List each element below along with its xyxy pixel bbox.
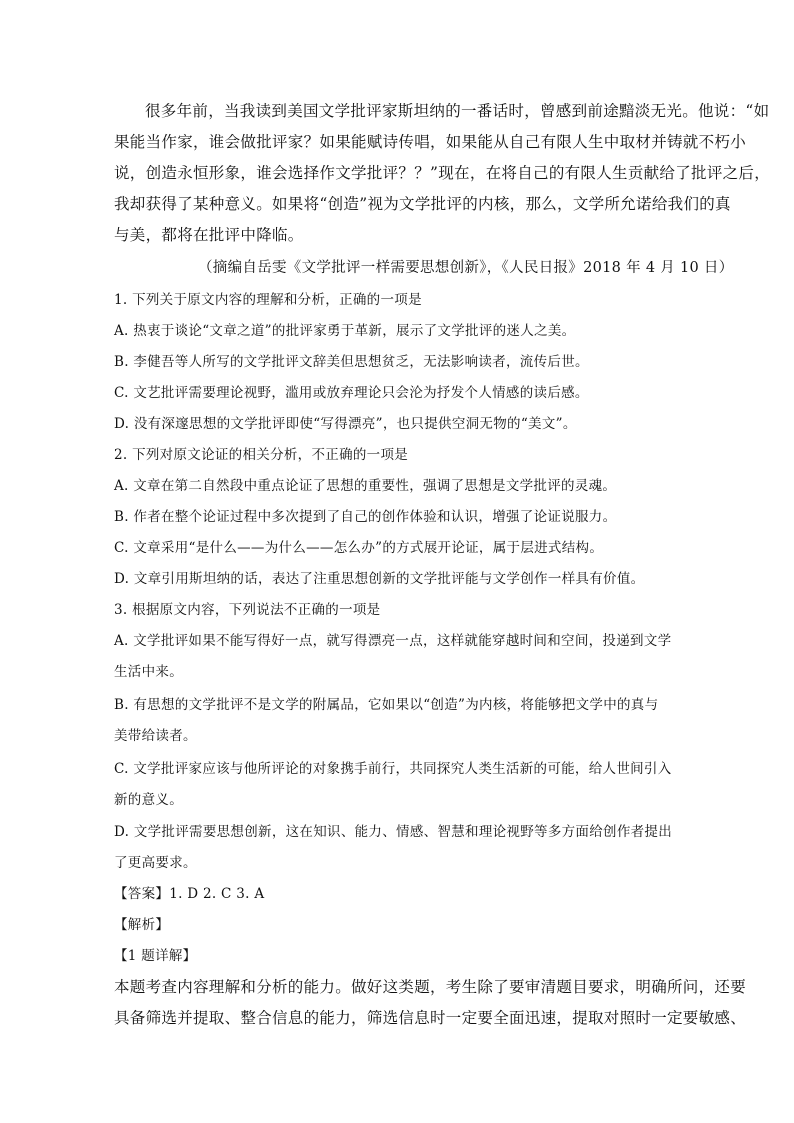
passage-line: 很多年前，当我读到美国文学批评家斯坦纳的一番话时，曾感到前途黯淡无光。他说：“如	[145, 102, 770, 120]
question-option: D. 没有深邃思想的文学批评即使“写得漂亮”，也只提供空洞无物的“美文”。	[114, 416, 577, 432]
passage-source: （摘编自岳雯《文学批评一样需要思想创新》，《人民日报》2018 年 4 月 10 日）	[198, 260, 734, 276]
detail-line: 本题考查内容理解和分析的能力。做好这类题，考生除了要审清题目要求，明确所问，还要	[114, 978, 747, 996]
question-stem: 3. 根据原文内容，下列说法不正确的一项是	[114, 602, 381, 618]
question-option: C. 文章采用“是什么——为什么——怎么办”的方式展开论证，属于层进式结构。	[114, 540, 604, 556]
question-option: C. 文艺批评需要理论视野，滥用或放弃理论只会沦为抒发个人情感的读后感。	[114, 385, 589, 401]
answer-line: 【答案】1. D 2. C 3. A	[114, 886, 265, 902]
question-option-cont: 新的意义。	[114, 792, 183, 808]
question-option: A. 文章在第二自然段中重点论证了思想的重要性，强调了思想是文学批评的灵魂。	[114, 478, 617, 494]
passage-line: 与美，都将在批评中降临。	[114, 226, 304, 244]
question-stem: 1. 下列关于原文内容的理解和分析，正确的一项是	[114, 292, 422, 308]
passage-line: 果能当作家，谁会做批评家？如果能赋诗传唱，如果能从自己有限人生中取材并铸就不朽小	[114, 133, 747, 151]
passage-line: 我却获得了某种意义。如果将“创造”视为文学批评的内核，那么，文学所允诺给我们的真	[114, 195, 731, 213]
question-option: D. 文章引用斯坦纳的话，表达了注重思想创新的文学批评能与文学创作一样具有价值。	[114, 571, 645, 587]
question-option: A. 文学批评如果不能写得好一点，就写得漂亮一点，这样就能穿越时间和空间，投递到文学	[114, 633, 672, 649]
question-option-cont: 生活中来。	[114, 664, 183, 680]
question-option-cont: 了更高要求。	[114, 855, 197, 871]
question-option: B. 李健吾等人所写的文学批评文辞美但思想贫乏，无法影响读者，流传后世。	[114, 354, 589, 370]
detail-label: 【1 题详解】	[114, 948, 197, 964]
question-option: D. 文学批评需要思想创新，这在知识、能力、情感、智慧和理论视野等多方面给创作者提出	[114, 824, 673, 840]
question-option: B. 有思想的文学批评不是文学的附属品，它如果以“创造”为内核，将能够把文学中的真与	[114, 697, 659, 713]
question-stem: 2. 下列对原文论证的相关分析，不正确的一项是	[114, 447, 409, 463]
detail-line: 具备筛选并提取、整合信息的能力，筛选信息时一定要全面迅速，提取对照时一定要敏感、	[114, 1009, 747, 1027]
question-option: B. 作者在整个论证过程中多次提到了自己的创作体验和认识，增强了论证说服力。	[114, 509, 617, 525]
passage-line: 说，创造永恒形象，谁会选择作文学批评？？”现在，在将自己的有限人生贡献给了批评之后，	[114, 164, 771, 182]
analysis-label: 【解析】	[114, 917, 170, 933]
question-option-cont: 美带给读者。	[114, 728, 197, 744]
question-option: A. 热衷于谈论“文章之道”的批评家勇于革新，展示了文学批评的迷人之美。	[114, 323, 576, 339]
question-option: C. 文学批评家应该与他所评论的对象携手前行，共同探究人类生活新的可能，给人世间引入	[114, 761, 672, 777]
